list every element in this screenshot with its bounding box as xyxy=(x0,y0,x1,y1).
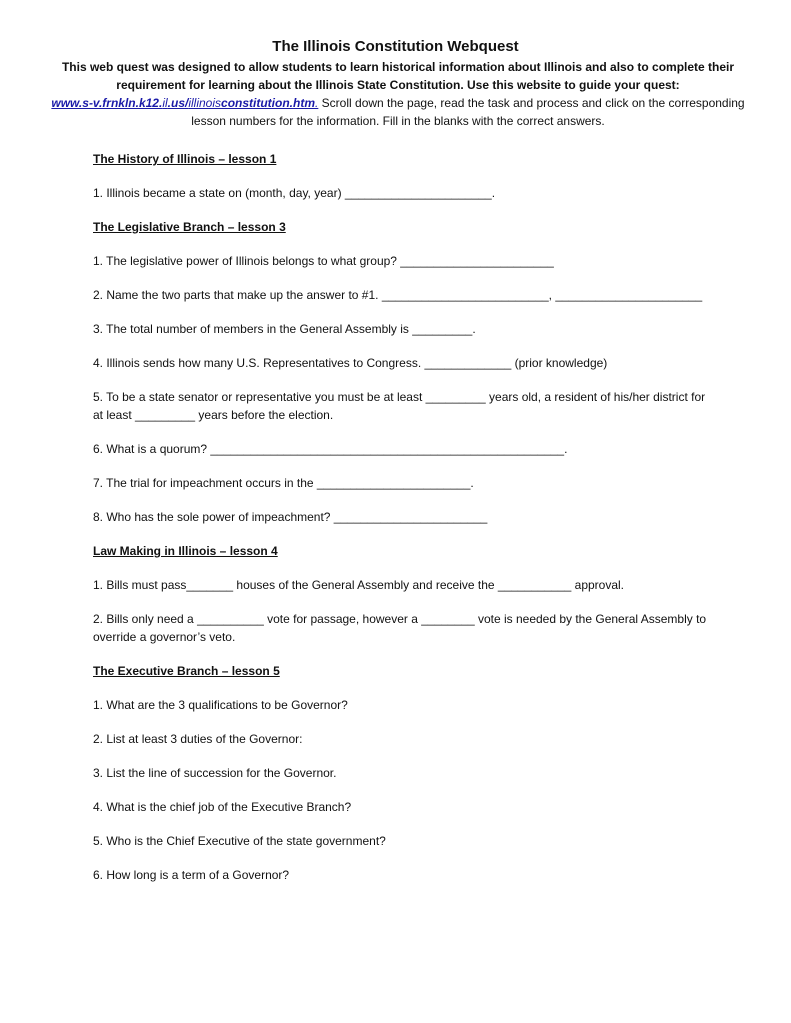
question-legislative-3: 3. The total number of members in the General Assembly is _________. xyxy=(93,322,476,336)
question-executive-1: 1. What are the 3 qualifications to be Governor? xyxy=(93,698,348,712)
question-legislative-7: 7. The trial for impeachment occurs in the _______________________. xyxy=(93,476,474,490)
link-part: illinois xyxy=(188,96,222,110)
link-part: il xyxy=(162,96,168,110)
question-legislative-8: 8. Who has the sole power of impeachment? _______________________ xyxy=(93,510,488,524)
question-legislative-6: 6. What is a quorum? _____________________________________________________. xyxy=(93,442,568,456)
section-heading-lawmaking: Law Making in Illinois – lesson 4 xyxy=(93,544,278,558)
question-executive-6: 6. How long is a term of a Governor? xyxy=(93,868,290,882)
section-heading-legislative: The Legislative Branch – lesson 3 xyxy=(93,220,286,234)
webquest-link[interactable] xyxy=(51,96,318,110)
intro-paragraph xyxy=(48,58,748,130)
link-part: .us/ xyxy=(167,96,189,110)
page-title: The Illinois Constitution Webquest xyxy=(272,38,519,55)
question-legislative-2: 2. Name the two parts that make up the answer to #1. _________________________, ______________________ xyxy=(93,288,703,302)
section-heading-executive: The Executive Branch – lesson 5 xyxy=(93,664,280,678)
question-executive-2: 2. List at least 3 duties of the Governor: xyxy=(93,732,303,746)
question-executive-5: 5. Who is the Chief Executive of the state government? xyxy=(93,834,386,848)
worksheet-content xyxy=(93,150,713,884)
question-executive-4: 4. What is the chief job of the Executive Branch? xyxy=(93,800,352,814)
link-part: . xyxy=(315,96,319,110)
question-legislative-5: 5. To be a state senator or representative you must be at least _________ years old, a resident of his/her district for at least _________ years before the election. xyxy=(93,390,706,422)
link-part: constitution.htm xyxy=(221,96,315,110)
link-part: www.s-v.frnkln.k12. xyxy=(51,96,163,110)
question-lawmaking-2: 2. Bills only need a __________ vote for passage, however a ________ vote is needed by the General Assembly to override a governor’s veto. xyxy=(93,612,707,644)
intro-rest-text: Scroll down the page, read the task and process and click on the corresponding lesson numbers for the information. Fill in the blanks with the correct answers. xyxy=(191,96,745,128)
question-history-1: 1. Illinois became a state on (month, day, year) ______________________. xyxy=(93,186,496,200)
question-lawmaking-1: 1. Bills must pass_______ houses of the General Assembly and receive the ___________ approval. xyxy=(93,578,625,592)
question-legislative-4: 4. Illinois sends how many U.S. Representatives to Congress. _____________ (prior knowledge) xyxy=(93,356,608,370)
question-legislative-1: 1. The legislative power of Illinois belongs to what group? _______________________ xyxy=(93,254,554,268)
question-executive-3: 3. List the line of succession for the Governor. xyxy=(93,766,337,780)
intro-bold-text: This web quest was designed to allow students to learn historical information about Illinois and also to complete their requirement for learning about the Illinois State Constitution. Use this website to guide your quest: xyxy=(61,60,735,92)
section-heading-history: The History of Illinois – lesson 1 xyxy=(93,152,277,166)
